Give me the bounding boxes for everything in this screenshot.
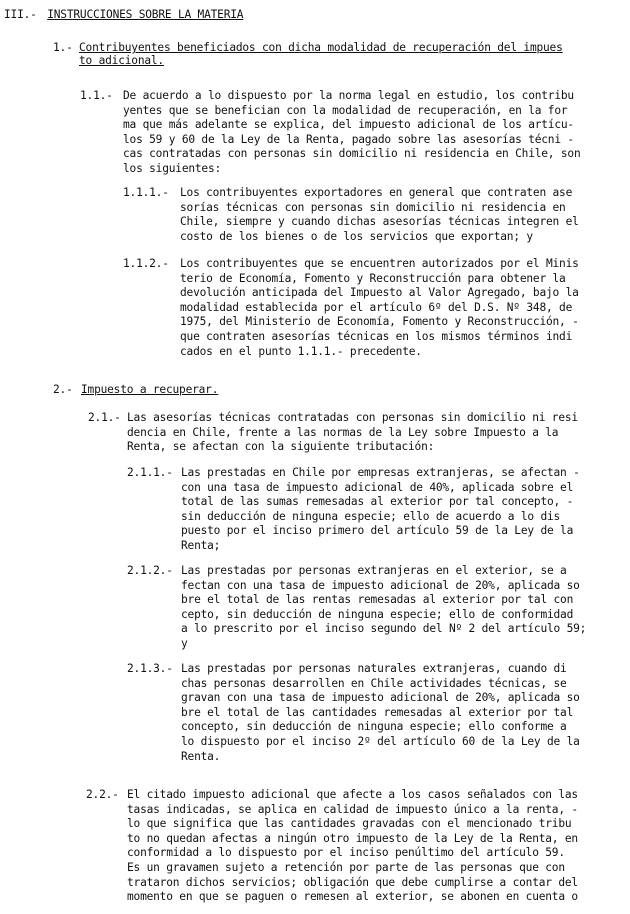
paragraph-2-1 <box>127 411 578 455</box>
paragraph-1-1-1 <box>180 186 579 244</box>
text-line: De acuerdo a lo dispuesto por la norma legal en estudio, los contribu <box>123 89 574 102</box>
text-line: trataron dichos servicios; obligación que debe cumplirse a contar del <box>127 875 578 889</box>
text-line: 1975, del Ministerio de Economía, Fomento y Reconstrucción, - <box>180 315 579 329</box>
section-heading <box>4 8 243 22</box>
text-line: los 59 y 60 de la Ley de la Renta, pagado sobre las asesorías técni - <box>123 132 574 146</box>
title-line: Contribuyentes beneficiados con dicha modalidad de recuperación del impues <box>79 41 563 54</box>
text-line: Los contribuyentes que se encuentren autorizados por el Minis <box>180 257 579 270</box>
paragraph-2-2-number: 2.2.- <box>86 788 119 801</box>
paragraph-2-1-2 <box>181 564 586 652</box>
text-line: conformidad a lo dispuesto por el inciso penúltimo del artículo 59. <box>127 846 565 860</box>
text-line: to no quedan afectas a ningún otro impuesto de la Ley de la Renta, en <box>127 831 578 845</box>
text-line: sin deducción de ninguna especie; ello de acuerdo a lo dis <box>181 509 561 523</box>
text-line: que contraten asesorías técnicas en los mismos términos indi <box>180 329 573 343</box>
title-text: Impuesto a recuperar. <box>81 383 219 396</box>
text-line: tasas indicadas, se aplica en calidad de impuesto único a la renta, - <box>127 802 578 816</box>
paragraph-1-1 <box>123 89 580 177</box>
text-line: Renta. <box>181 749 221 763</box>
text-line: dencia en Chile, frente a las normas de la Ley sobre Impuesto a la <box>127 425 559 439</box>
text-line: total de las sumas remesadas al exterior por tal concepto, - <box>181 495 574 509</box>
text-line: Los contribuyentes exportadores en general que contraten ase <box>180 186 573 199</box>
text-line: Las prestadas en Chile por empresas extranjeras, se afectan - <box>181 466 580 479</box>
paragraph-2-1-1 <box>181 466 580 554</box>
text-line: costo de los bienes o de los servicios que exportan; y <box>180 229 533 243</box>
text-line: puesto por el inciso primero del artículo 59 de la Ley de la <box>181 524 574 538</box>
subsection-1-title <box>79 41 563 67</box>
paragraph-1-1-1-number: 1.1.1.- <box>123 186 169 199</box>
text-line: los siguientes: <box>123 161 222 175</box>
text-line: Las prestadas por personas extranjeras en el exterior, se a <box>181 564 567 577</box>
text-line: fectan con una tasa de impuesto adicional de 20%, aplicada so <box>181 578 580 592</box>
text-line: bre el total de las rentas remesadas al exterior por tal con <box>181 593 574 607</box>
text-line: bre el total de las cantidades remesadas al exterior por tal <box>181 705 574 719</box>
text-line: concepto, sin deducción de ninguna especie; ello conforme a <box>181 720 567 734</box>
text-line: gravan con una tasa de impuesto adicional de 20%, aplicada so <box>181 691 580 705</box>
subsection-2-number: 2.- <box>53 383 73 396</box>
text-line: Es un gravamen sujeto a retención por parte de las personas que con <box>127 860 565 874</box>
text-line: lo dispuesto por el inciso 2º del artículo 60 de la Ley de la <box>181 734 580 748</box>
text-line: Renta, se afectan con la siguiente tributación: <box>127 440 435 454</box>
paragraph-1-1-2-number: 1.1.2.- <box>123 257 169 270</box>
text-line: sorías técnicas con personas sin domicilio ni residencia en <box>180 200 566 214</box>
text-line: lo que significa que las cantidades gravadas con el mencionado tribu <box>127 817 572 831</box>
text-line: El citado impuesto adicional que afecte a los casos señalados con las <box>127 788 578 801</box>
text-line: devolución anticipada del Impuesto al Valor Agregado, bajo la <box>180 286 579 300</box>
text-line: terio de Economía, Fomento y Reconstrucción para obtener la <box>180 271 566 285</box>
text-line: yentes que se benefician con la modalidad de recuperación, en la for <box>123 103 568 117</box>
text-line: cados en el punto 1.1.1.- precedente. <box>180 344 422 358</box>
paragraph-1-1-number: 1.1.- <box>80 89 113 102</box>
text-line: cas contratadas con personas sin domicilio ni residencia en Chile, son <box>123 147 581 161</box>
paragraph-2-1-3-number: 2.1.3.- <box>127 662 173 675</box>
text-line: Renta; <box>181 538 221 552</box>
text-line: a lo prescrito por el inciso segundo del Nº 2 del artículo 59; <box>181 622 587 636</box>
text-line: momento en que se paguen o remesen al exterior, se abonen en cuenta o <box>127 890 578 904</box>
paragraph-2-1-number: 2.1.- <box>88 411 121 424</box>
subsection-1-number: 1.- <box>53 41 73 54</box>
text-line: cepto, sin deducción de ninguna especie; ello de conformidad <box>181 607 574 621</box>
paragraph-2-1-2-number: 2.1.2.- <box>127 564 173 577</box>
section-number: III.- <box>4 8 37 21</box>
section-title: INSTRUCCIONES SOBRE LA MATERIA <box>47 8 244 21</box>
text-line: modalidad establecida por el artículo 6º del D.S. Nº 348, de <box>180 300 573 314</box>
paragraph-2-1-3 <box>181 662 580 764</box>
text-line: Chile, siempre y cuando dichas asesorías técnicas integren el <box>180 215 579 229</box>
paragraph-1-1-2 <box>180 257 579 359</box>
text-line: Las prestadas por personas naturales extranjeras, cuando di <box>181 662 567 675</box>
paragraph-2-2 <box>127 788 578 905</box>
title-line: to adicional. <box>79 54 164 67</box>
text-line: ma que más adelante se explica, del impuesto adicional de los artícu- <box>123 118 574 132</box>
text-line: y <box>181 636 188 650</box>
text-line: Las asesorías técnicas contratadas con personas sin domicilio ni resi <box>127 411 578 424</box>
text-line: chas personas desarrollen en Chile actividades técnicas, se <box>181 676 567 690</box>
text-line: con una tasa de impuesto adicional de 40%, aplicada sobre el <box>181 480 574 494</box>
paragraph-2-1-1-number: 2.1.1.- <box>127 466 173 479</box>
subsection-2-title <box>81 383 218 397</box>
